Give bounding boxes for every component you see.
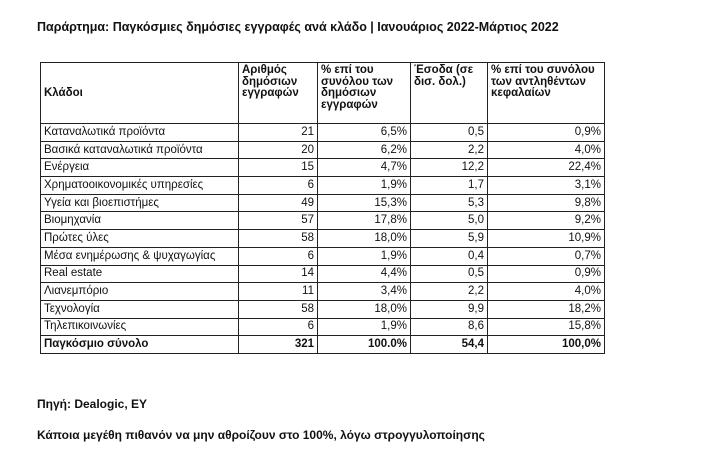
cell-capital-pct: 9,8% xyxy=(488,194,605,212)
ipo-sector-table xyxy=(40,62,605,354)
cell-count: 6 xyxy=(239,318,318,336)
cell-count-pct: 17,8% xyxy=(318,212,411,230)
cell-proceeds: 5,0 xyxy=(411,212,488,230)
cell-count-pct: 15,3% xyxy=(318,194,411,212)
cell-count-pct: 18,0% xyxy=(318,300,411,318)
cell-count-pct: 18,0% xyxy=(318,230,411,248)
cell-proceeds: 0,4 xyxy=(411,247,488,265)
cell-sector: Μέσα ενημέρωσης & ψυχαγωγίας xyxy=(41,247,239,265)
cell-capital-pct: 0,9% xyxy=(488,265,605,283)
cell-count: 20 xyxy=(239,141,318,159)
cell-proceeds: 12,2 xyxy=(411,159,488,177)
header-proceeds: Έσοδα (σε δισ. δολ.) xyxy=(411,63,488,124)
total-capital-pct: 100,0% xyxy=(488,336,605,354)
cell-proceeds: 2,2 xyxy=(411,141,488,159)
cell-count: 58 xyxy=(239,300,318,318)
cell-count-pct: 6,5% xyxy=(318,124,411,142)
table-row xyxy=(41,230,605,248)
table-row xyxy=(41,177,605,195)
table-row xyxy=(41,283,605,301)
cell-count-pct: 4,4% xyxy=(318,265,411,283)
table-row xyxy=(41,247,605,265)
document-title: Παράρτημα: Παγκόσμιες δημόσιες εγγραφές ανά κλάδο | Ιανουάριος 2022-Μάρτιος 2022 xyxy=(37,20,559,34)
cell-sector: Πρώτες ύλες xyxy=(41,230,239,248)
cell-sector: Ενέργεια xyxy=(41,159,239,177)
table-row xyxy=(41,124,605,142)
cell-capital-pct: 3,1% xyxy=(488,177,605,195)
cell-count: 11 xyxy=(239,283,318,301)
table-row xyxy=(41,194,605,212)
cell-capital-pct: 9,2% xyxy=(488,212,605,230)
cell-count: 49 xyxy=(239,194,318,212)
source-note: Πηγή: Dealogic, EY xyxy=(37,397,148,411)
cell-sector: Τεχνολογία xyxy=(41,300,239,318)
cell-count: 57 xyxy=(239,212,318,230)
header-count: Αριθμός δημόσιων εγγραφών xyxy=(239,63,318,124)
cell-proceeds: 5,3 xyxy=(411,194,488,212)
cell-count-pct: 3,4% xyxy=(318,283,411,301)
table-row xyxy=(41,318,605,336)
table-row xyxy=(41,141,605,159)
table-row xyxy=(41,300,605,318)
total-count: 321 xyxy=(239,336,318,354)
table-header-row xyxy=(41,63,605,124)
cell-proceeds: 5,9 xyxy=(411,230,488,248)
cell-count: 21 xyxy=(239,124,318,142)
cell-proceeds: 8,6 xyxy=(411,318,488,336)
cell-count: 58 xyxy=(239,230,318,248)
cell-count: 6 xyxy=(239,177,318,195)
cell-sector: Βιομηχανία xyxy=(41,212,239,230)
cell-proceeds: 2,2 xyxy=(411,283,488,301)
cell-capital-pct: 22,4% xyxy=(488,159,605,177)
cell-proceeds: 9,9 xyxy=(411,300,488,318)
table-row xyxy=(41,159,605,177)
header-sector: Κλάδοι xyxy=(41,63,239,124)
total-proceeds: 54,4 xyxy=(411,336,488,354)
cell-proceeds: 0,5 xyxy=(411,124,488,142)
cell-sector: Υγεία και βιοεπιστήμες xyxy=(41,194,239,212)
table-row xyxy=(41,212,605,230)
total-sector: Παγκόσμιο σύνολο xyxy=(41,336,239,354)
cell-capital-pct: 0,7% xyxy=(488,247,605,265)
table-row xyxy=(41,265,605,283)
cell-count-pct: 1,9% xyxy=(318,247,411,265)
table-total-row xyxy=(41,336,605,354)
cell-sector: Real estate xyxy=(41,265,239,283)
rounding-note: Κάποια μεγέθη πιθανόν να μην αθροίζουν στο 100%, λόγω στρογγυλοποίησης xyxy=(37,428,485,442)
cell-capital-pct: 18,2% xyxy=(488,300,605,318)
cell-capital-pct: 15,8% xyxy=(488,318,605,336)
cell-sector: Λιανεμπόριο xyxy=(41,283,239,301)
cell-capital-pct: 4,0% xyxy=(488,141,605,159)
cell-count: 15 xyxy=(239,159,318,177)
cell-count: 14 xyxy=(239,265,318,283)
cell-count-pct: 6,2% xyxy=(318,141,411,159)
cell-proceeds: 0,5 xyxy=(411,265,488,283)
cell-count-pct: 1,9% xyxy=(318,318,411,336)
cell-sector: Χρηματοοικονομικές υπηρεσίες xyxy=(41,177,239,195)
cell-capital-pct: 10,9% xyxy=(488,230,605,248)
cell-count-pct: 4,7% xyxy=(318,159,411,177)
cell-count-pct: 1,9% xyxy=(318,177,411,195)
cell-count: 6 xyxy=(239,247,318,265)
header-capital-pct: % επί του συνόλου των αντληθέντων κεφαλαίων xyxy=(488,63,605,124)
total-count-pct: 100.0% xyxy=(318,336,411,354)
cell-sector: Καταναλωτικά προϊόντα xyxy=(41,124,239,142)
cell-sector: Τηλεπικοινωνίες xyxy=(41,318,239,336)
cell-capital-pct: 0,9% xyxy=(488,124,605,142)
cell-sector: Βασικά καταναλωτικά προϊόντα xyxy=(41,141,239,159)
header-count-pct: % επί του συνόλου των δημόσιων εγγραφών xyxy=(318,63,411,124)
cell-capital-pct: 4,0% xyxy=(488,283,605,301)
cell-proceeds: 1,7 xyxy=(411,177,488,195)
